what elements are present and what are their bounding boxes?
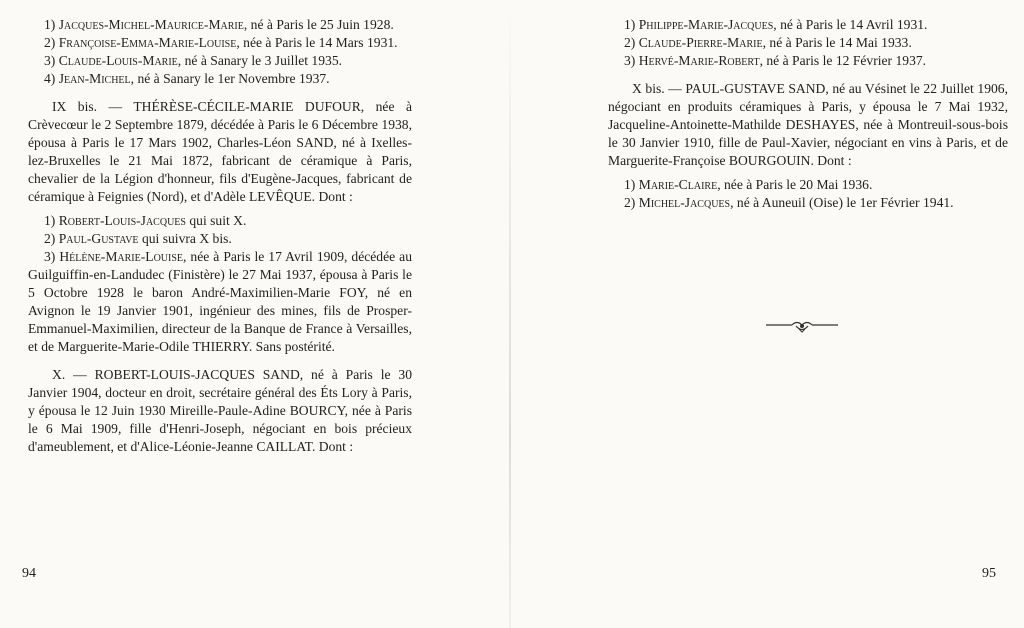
person-name: Hélène-Marie-Louise xyxy=(59,249,184,264)
person-name: Michel-Jacques xyxy=(638,195,731,210)
person-name: Paul-Gustave xyxy=(58,231,139,246)
page-number-right: 95 xyxy=(982,566,996,581)
genealogy-list-item xyxy=(608,176,1008,194)
genealogy-paragraph xyxy=(28,98,412,206)
genealogy-list-item xyxy=(28,16,412,34)
text-run: qui suivra X bis. xyxy=(138,231,232,246)
left-page-text xyxy=(28,16,412,456)
text-run: 1) xyxy=(44,213,59,228)
person-name: Claude-Pierre-Marie xyxy=(638,35,763,50)
text-run: 4) xyxy=(44,71,59,86)
person-name: Marie-Claire xyxy=(638,177,718,192)
genealogy-list-item xyxy=(608,16,1008,34)
text-run: , né à Paris le 14 Mai 1933. xyxy=(762,35,912,50)
text-run: 1) xyxy=(624,177,639,192)
text-run: 2) xyxy=(624,195,639,210)
text-run: , né à Sanary le 3 Juillet 1935. xyxy=(177,53,343,68)
text-run: , né à Sanary le 1er Novembre 1937. xyxy=(130,71,330,86)
genealogy-list-item xyxy=(28,70,412,88)
text-run: IX bis. — THÉRÈSE-CÉCILE-MARIE DUFOUR, née à Crèvecœur le 2 Septembre 1879, décédée à Paris le 6 Décembre 1938, épousa à Paris le 17 Mars 1902, Charles-Léon SAND, né à Ixelles-lez-Bruxelles le 21 Mai 1872, fabricant de céramique à Paris, chevalier de la Légion d'honneur, fils d'Eugène-Jacques, fabricant de céramique à Feignies (Nord), et d'Adèle LEVÊQUE. Dont : xyxy=(28,99,412,204)
text-run: 1) xyxy=(624,17,639,32)
text-run: qui suit X. xyxy=(185,213,247,228)
genealogy-paragraph xyxy=(28,366,412,456)
genealogy-list-item xyxy=(28,34,412,52)
right-page-text xyxy=(608,16,1008,212)
person-name: Jean-Michel xyxy=(58,71,131,86)
genealogy-list-item xyxy=(28,230,412,248)
genealogy-paragraph xyxy=(608,80,1008,170)
text-run: , née à Paris le 20 Mai 1936. xyxy=(717,177,873,192)
person-name: Robert-Louis-Jacques xyxy=(58,213,186,228)
text-run: 2) xyxy=(44,35,59,50)
text-run: , né à Paris le 25 Juin 1928. xyxy=(243,17,394,32)
genealogy-list-item xyxy=(608,194,1008,212)
right-page xyxy=(512,0,1024,628)
genealogy-list-item xyxy=(28,248,412,356)
text-run: , née à Paris le 14 Mars 1931. xyxy=(236,35,398,50)
text-run: , né à Paris le 14 Avril 1931. xyxy=(773,17,928,32)
text-run: 3) xyxy=(44,53,59,68)
text-run: 3) xyxy=(44,249,60,264)
text-run: 1) xyxy=(44,17,59,32)
text-run: , né à Auneuil (Oise) le 1er Février 1941. xyxy=(730,195,954,210)
book-gutter xyxy=(509,0,511,628)
text-run: , né à Paris le 12 Février 1937. xyxy=(759,53,927,68)
text-run: X bis. — PAUL-GUSTAVE SAND, né au Vésinet le 22 Juillet 1906, négociant en produits céramiques à Paris, y épousa le 7 Mai 1932, Jacqueline-Antoinette-Mathilde DESHAYES, née à Montreuil-sous-bois le 30 Janvier 1910, fille de Paul-Xavier, négociant en vins à Paris, et de Marguerite-Françoise BOURGOUIN. Dont : xyxy=(608,81,1008,168)
text-run: 3) xyxy=(624,53,639,68)
person-name: Françoise-Emma-Marie-Louise xyxy=(58,35,237,50)
person-name: Claude-Louis-Marie xyxy=(58,53,178,68)
person-name: Jacques-Michel-Maurice-Marie xyxy=(58,17,244,32)
text-run: X. — ROBERT-LOUIS-JACQUES SAND, né à Paris le 30 Janvier 1904, docteur en droit, secrétaire général des Éts Lory à Paris, y épousa le 12 Juin 1930 Mireille-Paule-Adine BOURCY, née à Paris le 6 Mai 1909, fille d'Henri-Joseph, négociant en bois précieux d'ameublement, et d'Alice-Léonie-Jeanne CAILLAT. Dont : xyxy=(28,367,412,454)
genealogy-list-item xyxy=(28,52,412,70)
text-run: , née à Paris le 17 Avril 1909, décédée au Guilguiffin-en-Landudec (Finistère) le 27 Mai 1937, épousa à Paris le 5 Octobre 1928 le baron André-Maximilien-Marie FOY, né en Avignon le 19 Janvier 1901, ingénieur des mines, fils de Prosper-Emmanuel-Maximilien, directeur de la Banque de France à Versailles, et de Marguerite-Marie-Odile THIERRY. Sans postérité. xyxy=(28,249,412,354)
text-run: 2) xyxy=(624,35,639,50)
person-name: Philippe-Marie-Jacques xyxy=(638,17,774,32)
text-run: 2) xyxy=(44,231,59,246)
page-number-left: 94 xyxy=(22,566,36,581)
genealogy-list-item xyxy=(608,52,1008,70)
genealogy-list-item xyxy=(28,212,412,230)
person-name: Hervé-Marie-Robert xyxy=(638,53,760,68)
floral-tailpiece-icon xyxy=(766,318,838,334)
genealogy-list-item xyxy=(608,34,1008,52)
